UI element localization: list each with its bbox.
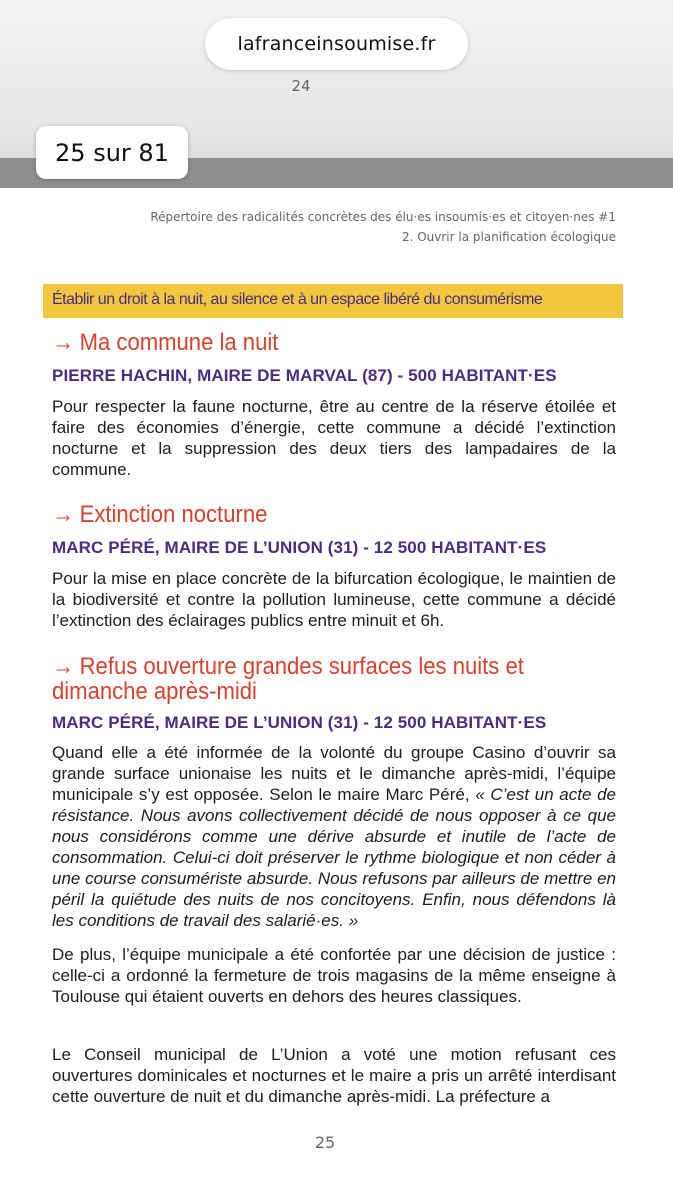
page-number: 25 [314,1133,336,1152]
item-title-text: Refus ouverture grandes surfaces les nuits et dimanche après-midi [52,653,524,705]
arrow-icon: → [52,501,75,528]
item-body-3-paragraph-1 [52,742,616,931]
running-header [150,207,616,247]
item-author-1: PIERRE HACHIN, MAIRE DE MARVAL (87) - 500 HABITANT·ES [52,366,557,385]
item-body-3-paragraph-3: Le Conseil municipal de L’Union a voté une motion refusant ces ouvertures dominicales et nocturnes et le maire a pris un arrêté interdisant cette ouverture de nuit et du dimanche après-midi. La préfecture a [52,1045,616,1106]
item-title-text: Extinction nocturne [79,501,268,528]
section-heading: Établir un droit à la nuit, au silence et à un espace libéré du consumérisme [52,291,543,308]
item-title-1 [52,330,576,355]
item-body-2: Pour la mise en place concrète de la bifurcation écologique, le maintien de la biodiversité et contre la pollution lumineuse, cette commune a décidé l’extinction des éclairages publics entre minuit et 6h. [52,569,616,630]
arrow-icon: → [52,653,75,680]
arrow-icon: → [52,329,75,356]
page-counter-text: 25 sur 81 [55,138,169,167]
running-header-line1: Répertoire des radicalités concrètes des élu·es insoumis·es et citoyen·nes #1 [150,210,616,224]
item-author-2: MARC PÉRÉ, MAIRE DE L’UNION (31) - 12 500 HABITANT·ES [52,538,547,557]
item-body-1: Pour respecter la faune nocturne, être au centre de la réserve étoilée et faire des économies d’énergie, cette commune a décidé l’extinction nocturne et la suppression des deux tiers des lampadaires de la commune. [52,397,616,479]
item-author-3: MARC PÉRÉ, MAIRE DE L’UNION (31) - 12 500 HABITANT·ES [52,713,547,732]
item-title-text: Ma commune la nuit [79,329,279,356]
paragraph-intro: Quand elle a été informée de la volonté du groupe Casino d’ouvrir sa grande surface unionaise les nuits et le dimanche après-midi, l’équipe municipale s’y est opposée. Selon le maire Marc Péré, [52,743,616,804]
page-counter-badge [36,126,188,179]
running-header-line2: 2. Ouvrir la planification écologique [401,230,616,244]
mayor-quote: « C’est un acte de résistance. Nous avons collectivement décidé de nous opposer à ce que nous considérons comme une dérive absurde et inutile de l’acte de consommation. Celui-ci doit préserver le rythme biologique et non céder à une course consumériste absurde. Nous refusons par ailleurs de mettre en péril la quiétude des nuits de nos concitoyens. Enfin, nous défendons là les conditions de travail des salarié·es. » [52,785,617,930]
previous-page-number: 24 [291,77,311,95]
url-text: lafranceinsoumise.fr [237,33,436,55]
item-title-3 [52,654,576,704]
item-body-3-paragraph-2: De plus, l’équipe municipale a été confortée par une décision de justice : celle-ci a ordonné la fermeture de trois magasins de la même enseigne à Toulouse qui étaient ouverts en dehors des heures classiques. [52,945,616,1006]
url-bar[interactable] [205,18,468,70]
item-title-2 [52,502,576,527]
